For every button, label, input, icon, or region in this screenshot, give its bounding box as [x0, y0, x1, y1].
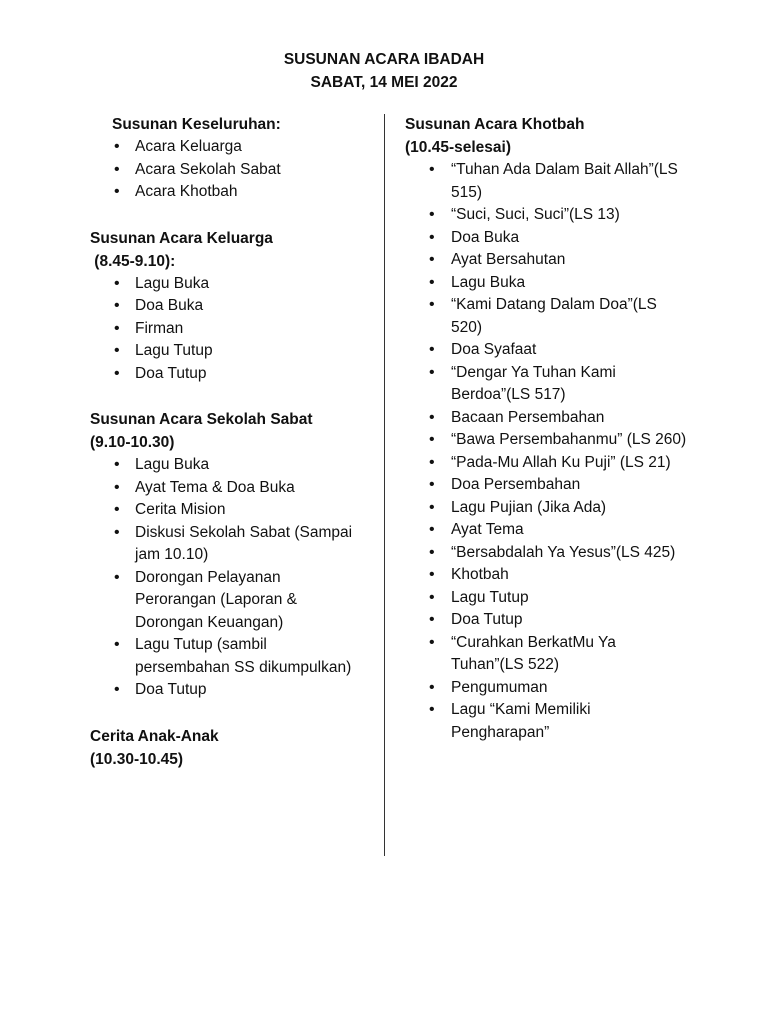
list-item: • Lagu Tutup: [90, 340, 375, 363]
list-item: • Lagu Buka: [405, 272, 687, 295]
list-item: • Acara Sekolah Sabat: [90, 159, 375, 182]
list-item: • Acara Keluarga: [90, 136, 375, 159]
list-item: • Lagu Buka: [90, 273, 375, 296]
list-item: • Ayat Bersahutan: [405, 249, 687, 272]
list-item: • “Tuhan Ada Dalam Bait Allah”(LS 515): [405, 159, 687, 204]
list-item: • Doa Tutup: [90, 679, 362, 702]
sabbath-school-time: (9.10-10.30): [90, 434, 175, 451]
sabbath-school-list: [90, 454, 362, 702]
column-divider: [384, 114, 385, 856]
family-heading: Susunan Acara Keluarga: [90, 229, 273, 247]
list-item: • Lagu Tutup: [405, 587, 687, 610]
children-time: (10.30-10.45): [90, 750, 184, 768]
list-item: • Khotbah: [405, 564, 687, 587]
family-list: [90, 273, 375, 386]
list-item: • Doa Tutup: [90, 363, 375, 386]
sabbath-school-heading: Susunan Acara Sekolah Sabat: [90, 411, 313, 428]
list-item: • “Suci, Suci, Suci”(LS 13): [405, 204, 687, 227]
sermon-heading: Susunan Acara Khotbah: [405, 116, 585, 133]
list-item: • “Pada-Mu Allah Ku Puji” (LS 21): [405, 452, 687, 475]
left-column: [90, 113, 375, 771]
list-item: • Lagu Buka: [90, 454, 362, 477]
list-item: • Doa Buka: [405, 227, 687, 250]
list-item: • “Bawa Persembahanmu” (LS 260): [405, 429, 687, 452]
sermon-time: (10.45-selesai): [405, 139, 511, 156]
list-item: • “Curahkan BerkatMu Ya Tuhan”(LS 522): [405, 632, 687, 677]
document-date: SABAT, 14 MEI 2022: [310, 74, 458, 91]
document-title: SUSUNAN ACARA IBADAH: [283, 51, 485, 68]
list-item: • Bacaan Persembahan: [405, 407, 687, 430]
list-item: • “Dengar Ya Tuhan Kami Berdoa”(LS 517): [405, 362, 687, 407]
list-item: • Acara Khotbah: [90, 181, 375, 204]
list-item: • Lagu Tutup (sambil persembahan SS dikumpulkan): [90, 634, 362, 679]
list-item: • Ayat Tema & Doa Buka: [90, 477, 362, 500]
family-time: (8.45-9.10):: [90, 252, 176, 270]
list-item: • Firman: [90, 318, 375, 341]
list-item: • Cerita Mision: [90, 499, 362, 522]
list-item: • Doa Persembahan: [405, 474, 687, 497]
list-item: • Ayat Tema: [405, 519, 687, 542]
list-item: • Pengumuman: [405, 677, 687, 700]
overview-heading: Susunan Keseluruhan:: [112, 116, 281, 133]
list-item: • Lagu Pujian (Jika Ada): [405, 497, 687, 520]
list-item: • Doa Tutup: [405, 609, 687, 632]
right-column: [405, 113, 695, 744]
list-item: • “Bersabdalah Ya Yesus”(LS 425): [405, 542, 687, 565]
list-item: • Lagu “Kami Memiliki Pengharapan”: [405, 699, 687, 744]
list-item: • Dorongan Pelayanan Perorangan (Laporan & Dorongan Keuangan): [90, 567, 362, 635]
list-item: • Doa Syafaat: [405, 339, 687, 362]
sermon-list: [405, 159, 687, 744]
overview-list: [90, 136, 375, 204]
children-heading: Cerita Anak-Anak: [90, 727, 219, 745]
list-item: • Doa Buka: [90, 295, 375, 318]
list-item: • Diskusi Sekolah Sabat (Sampai jam 10.10): [90, 522, 362, 567]
list-item: • “Kami Datang Dalam Doa”(LS 520): [405, 294, 687, 339]
